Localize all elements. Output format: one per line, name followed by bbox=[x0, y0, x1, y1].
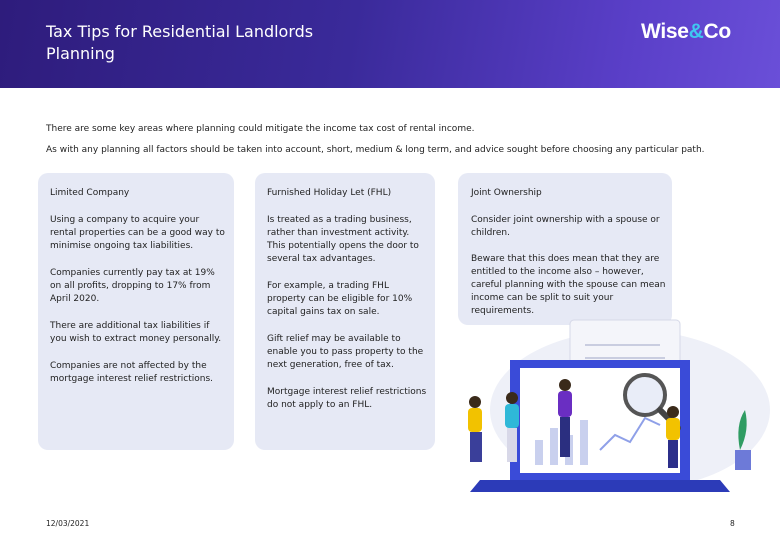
card-2-paragraph-3: Gift relief may be available to enable you to pass property to the next generation, free of tax. bbox=[267, 334, 424, 370]
header-banner bbox=[0, 0, 780, 88]
page-title bbox=[46, 21, 313, 65]
card-2-paragraph-1: Is treated as a trading business, rather than investment activity. This potentially opens the door to several tax advantages. bbox=[267, 215, 419, 264]
card-1-paragraph-1: Using a company to acquire your rental properties can be a good way to minimise ongoing tax liabilities. bbox=[50, 215, 225, 251]
card-title-limited-company: Limited Company bbox=[50, 188, 130, 198]
card-title-joint-ownership: Joint Ownership bbox=[471, 188, 542, 198]
page-title-line2: Planning bbox=[46, 44, 115, 63]
card-3-paragraph-2: Beware that this does mean that they are entitled to the income also – however, careful planning with the spouse can mean income can be split to suit your requirements. bbox=[471, 254, 666, 316]
footer-page-number: 8 bbox=[730, 519, 735, 528]
logo-text-co: Co bbox=[703, 20, 731, 43]
wiseco-logo bbox=[641, 20, 731, 44]
analytics-laptop-illustration bbox=[440, 300, 780, 500]
card-2-paragraph-2: For example, a trading FHL property can be eligible for 10% capital gains tax on sale. bbox=[267, 281, 413, 317]
card-1-paragraph-2: Companies currently pay tax at 19% on all profits, dropping to 17% from April 2020. bbox=[50, 268, 215, 304]
card-1-paragraph-3: There are additional tax liabilities if you wish to extract money personally. bbox=[50, 321, 222, 344]
intro-line-2: As with any planning all factors should be taken into account, short, medium & long term, and advice sought before choosing any particular path. bbox=[46, 145, 705, 155]
page-title-line1: Tax Tips for Residential Landlords bbox=[46, 22, 314, 41]
card-2-paragraph-4: Mortgage interest relief restrictions do not apply to an FHL. bbox=[267, 387, 427, 410]
card-title-fhl: Furnished Holiday Let (FHL) bbox=[267, 188, 392, 198]
logo-text-wise: Wise bbox=[641, 20, 689, 43]
card-3-paragraph-1: Consider joint ownership with a spouse or children. bbox=[471, 215, 660, 238]
intro-line-1: There are some key areas where planning could mitigate the income tax cost of rental income. bbox=[46, 124, 475, 134]
footer-date: 12/03/2021 bbox=[46, 519, 90, 528]
card-1-paragraph-4: Companies are not affected by the mortgage interest relief restrictions. bbox=[50, 361, 214, 384]
logo-ampersand: & bbox=[688, 20, 704, 43]
